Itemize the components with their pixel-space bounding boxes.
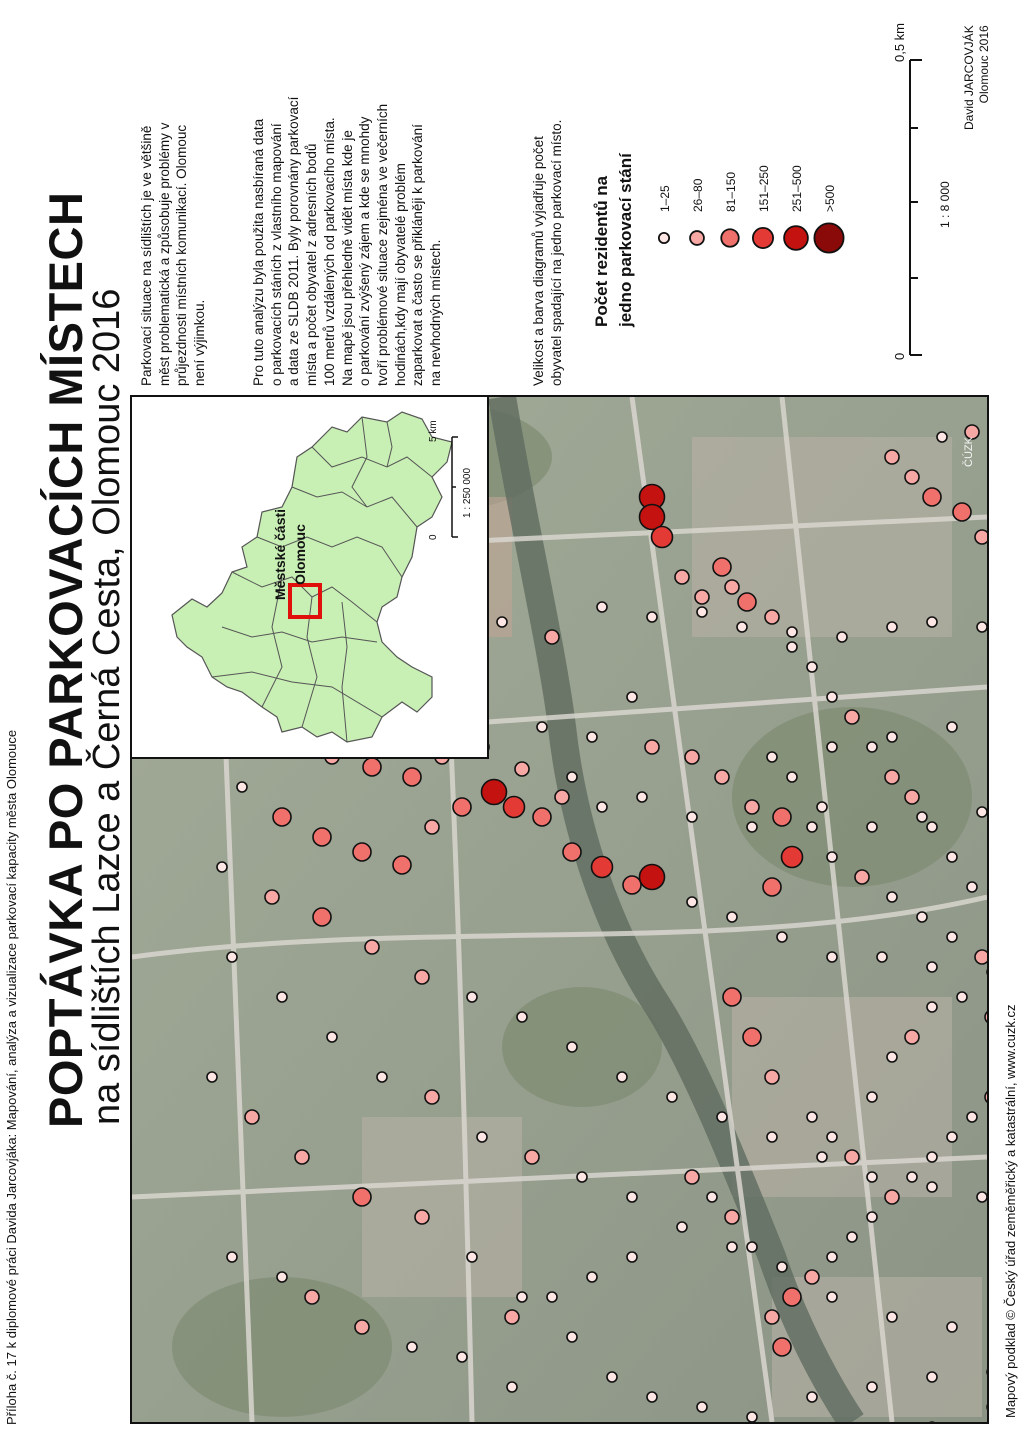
legend-symbol-6	[814, 223, 843, 252]
demand-point[interactable]	[577, 1172, 587, 1182]
demand-point[interactable]	[640, 865, 665, 890]
demand-point[interactable]	[277, 992, 287, 1002]
demand-point[interactable]	[727, 1242, 737, 1252]
demand-point[interactable]	[707, 1192, 717, 1202]
demand-point[interactable]	[765, 1070, 779, 1084]
demand-point[interactable]	[482, 780, 507, 805]
demand-point[interactable]	[517, 1292, 527, 1302]
legend-title	[590, 153, 638, 327]
demand-point[interactable]	[905, 1030, 919, 1044]
legend-label-3: 81–150	[724, 171, 738, 212]
inset-title-line: Městské části	[272, 508, 288, 600]
demand-point[interactable]	[767, 1132, 777, 1142]
demand-point[interactable]	[237, 782, 247, 792]
demand-point[interactable]	[667, 1092, 677, 1102]
demand-point[interactable]	[887, 1052, 897, 1062]
demand-point[interactable]	[645, 740, 659, 754]
demand-point[interactable]	[827, 742, 837, 752]
demand-point[interactable]	[965, 425, 979, 439]
inset-scale-end: 5 km	[428, 420, 439, 442]
page-subtitle: na sídlištích Lazce a Černá Cesta, Olomouc 2016	[86, 288, 128, 1125]
demand-point[interactable]	[640, 505, 665, 530]
demand-point[interactable]	[587, 1272, 597, 1282]
demand-point[interactable]	[415, 1210, 429, 1224]
demand-point[interactable]	[377, 1072, 387, 1082]
demand-point[interactable]	[685, 750, 699, 764]
demand-point[interactable]	[977, 622, 987, 632]
demand-point[interactable]	[687, 812, 697, 822]
demand-point[interactable]	[947, 1322, 957, 1332]
demand-point[interactable]	[567, 1332, 577, 1342]
author-credit	[962, 25, 992, 130]
desc-p3-line: obyvatel spadající na jedno parkovací místo.	[548, 119, 564, 386]
demand-point[interactable]	[867, 1092, 877, 1102]
legend-symbol-2	[690, 231, 704, 245]
demand-point[interactable]	[827, 1252, 837, 1262]
demand-point[interactable]	[975, 530, 987, 544]
demand-point[interactable]	[265, 890, 279, 904]
inset-scale-zero: 0	[428, 534, 439, 540]
demand-point[interactable]	[525, 1150, 539, 1164]
legend-title-line: jedno parkovací stání	[616, 153, 635, 327]
demand-point[interactable]	[877, 952, 887, 962]
legend-title-line: Počet rezidentů na	[592, 175, 611, 327]
legend-symbol-5	[784, 226, 808, 250]
demand-point[interactable]	[907, 1172, 917, 1182]
demand-point[interactable]	[807, 1112, 817, 1122]
demand-point[interactable]	[827, 1292, 837, 1302]
demand-point[interactable]	[867, 1172, 877, 1182]
demand-point[interactable]	[227, 1252, 237, 1262]
demand-point[interactable]	[905, 790, 919, 804]
desc-p1-line: průjezdnosti místních komunikací. Olomouc	[174, 124, 189, 386]
demand-point[interactable]	[782, 847, 803, 868]
legend-symbol-1	[659, 233, 669, 243]
demand-point[interactable]	[737, 622, 747, 632]
demand-point[interactable]	[905, 470, 919, 484]
demand-point[interactable]	[927, 1002, 937, 1012]
desc-p2-line: tvoří problémové situace zejména ve večerních	[374, 103, 390, 386]
demand-point[interactable]	[947, 852, 957, 862]
basemap-credit: Mapový podklad © Český úřad zeměměřický a katastrální, www.cuzk.cz	[1003, 1004, 1018, 1418]
demand-point[interactable]	[807, 822, 817, 832]
demand-point[interactable]	[977, 807, 987, 817]
demand-point[interactable]	[425, 820, 439, 834]
demand-point[interactable]	[592, 857, 613, 878]
demand-point[interactable]	[725, 580, 739, 594]
cuzk-watermark: ČÚZK	[963, 437, 975, 467]
demand-point[interactable]	[743, 1028, 761, 1046]
demand-point[interactable]	[457, 1352, 467, 1362]
desc-p2-line: a data ze SLDB 2011. Byly porovnány parkovací	[286, 96, 302, 386]
demand-point[interactable]	[927, 1152, 937, 1162]
demand-point[interactable]	[827, 692, 837, 702]
demand-point[interactable]	[845, 1150, 859, 1164]
inset-title	[270, 509, 310, 600]
legend-label-1: 1–25	[658, 185, 672, 212]
demand-point[interactable]	[477, 1132, 487, 1142]
demand-point[interactable]	[497, 617, 507, 627]
demand-point[interactable]	[597, 802, 607, 812]
demand-point[interactable]	[647, 1392, 657, 1402]
demand-point[interactable]	[937, 432, 947, 442]
demand-point[interactable]	[783, 1288, 801, 1306]
demand-point[interactable]	[617, 1072, 627, 1082]
legend-label-4: 151–250	[757, 165, 771, 212]
legend-label-5: 251–500	[790, 165, 804, 212]
demand-point[interactable]	[827, 952, 837, 962]
demand-point[interactable]	[227, 952, 237, 962]
demand-point[interactable]	[817, 802, 827, 812]
description-paragraph-2	[250, 97, 445, 386]
demand-point[interactable]	[607, 1372, 617, 1382]
demand-point[interactable]	[805, 1270, 819, 1284]
demand-point[interactable]	[827, 1132, 837, 1142]
demand-point[interactable]	[277, 1272, 287, 1282]
demand-point[interactable]	[767, 752, 777, 762]
scale-label-end: 0,5 km	[892, 22, 907, 62]
demand-point[interactable]	[715, 770, 729, 784]
demand-point[interactable]	[947, 932, 957, 942]
inset-title-line: Olomouc	[292, 524, 308, 585]
demand-point[interactable]	[415, 970, 429, 984]
demand-point[interactable]	[627, 692, 637, 702]
demand-point[interactable]	[627, 1252, 637, 1262]
demand-point[interactable]	[787, 627, 797, 637]
demand-point[interactable]	[313, 908, 331, 926]
demand-point[interactable]	[773, 808, 791, 826]
desc-p2-line: Pro tuto analýzu byla použita nasbíraná data	[251, 118, 266, 386]
demand-point[interactable]	[567, 1042, 577, 1052]
demand-point[interactable]	[217, 862, 227, 872]
demand-point[interactable]	[947, 722, 957, 732]
legend-label-2: 26–80	[691, 178, 705, 212]
desc-p2-line: Na mapě jsou přehledně vidět místa kde je	[339, 130, 355, 386]
demand-point[interactable]	[867, 1212, 877, 1222]
demand-point[interactable]	[787, 772, 797, 782]
inset-scale-ratio: 1 : 250 000	[462, 467, 473, 518]
demand-point[interactable]	[207, 1072, 217, 1082]
demand-point[interactable]	[507, 1382, 517, 1392]
demand-point[interactable]	[887, 892, 897, 902]
desc-p2-line: místa a počet obyvatel z adresních bodů	[304, 143, 320, 386]
demand-point[interactable]	[567, 772, 577, 782]
demand-point[interactable]	[597, 602, 607, 612]
demand-point[interactable]	[407, 1342, 417, 1352]
demand-point[interactable]	[453, 798, 471, 816]
demand-point[interactable]	[738, 593, 756, 611]
demand-point[interactable]	[747, 1412, 757, 1422]
scale-ratio: 1 : 8 000	[938, 181, 952, 228]
demand-point[interactable]	[887, 622, 897, 632]
demand-point[interactable]	[917, 812, 927, 822]
demand-point[interactable]	[777, 932, 787, 942]
demand-point[interactable]	[723, 988, 741, 1006]
desc-p1-line: není výjimkou.	[191, 299, 207, 386]
legend-symbol-4	[753, 228, 773, 248]
demand-point[interactable]	[967, 1112, 977, 1122]
demand-point[interactable]	[713, 558, 731, 576]
page-title: POPTÁVKA PO PARKOVACÍCH MÍSTECH	[39, 191, 92, 1128]
demand-point[interactable]	[725, 1210, 739, 1224]
demand-point[interactable]	[467, 992, 477, 1002]
demand-point[interactable]	[555, 790, 569, 804]
demand-point[interactable]	[887, 1312, 897, 1322]
demand-point[interactable]	[807, 662, 817, 672]
demand-point[interactable]	[787, 642, 797, 652]
demand-point[interactable]	[773, 1338, 791, 1356]
demand-point[interactable]	[305, 1290, 319, 1304]
demand-point[interactable]	[727, 912, 737, 922]
demand-point[interactable]	[467, 1252, 477, 1262]
demand-point[interactable]	[957, 992, 967, 1002]
demand-point[interactable]	[537, 722, 547, 732]
demand-point[interactable]	[327, 1032, 337, 1042]
demand-point[interactable]	[563, 843, 581, 861]
demand-point[interactable]	[927, 822, 937, 832]
description-paragraph-1	[138, 6, 208, 386]
demand-point[interactable]	[817, 1152, 827, 1162]
demand-point[interactable]	[393, 856, 411, 874]
demand-point[interactable]	[717, 1112, 727, 1122]
author-name: David JARCOVJÁK	[962, 25, 976, 130]
desc-p3-line: Velikost a barva diagramů vyjadřuje počet	[531, 136, 546, 386]
desc-p2-line: o parkování zvýšený zájem a kde se mnohdy	[357, 116, 373, 386]
demand-point[interactable]	[353, 1188, 371, 1206]
demand-point[interactable]	[697, 1402, 707, 1412]
legend-label-6: >500	[823, 184, 837, 212]
demand-point[interactable]	[295, 1150, 309, 1164]
demand-point[interactable]	[887, 732, 897, 742]
demand-point[interactable]	[675, 570, 689, 584]
desc-p1-line: měst problematická a způsobuje problémy v	[156, 122, 172, 386]
demand-point[interactable]	[923, 488, 941, 506]
demand-point[interactable]	[855, 870, 869, 884]
demand-point[interactable]	[885, 450, 899, 464]
demand-point[interactable]	[547, 1292, 557, 1302]
demand-point[interactable]	[545, 630, 559, 644]
desc-p1-line: Parkovací situace na sídlištích je ve většině	[139, 125, 154, 386]
demand-point[interactable]	[637, 792, 647, 802]
demand-point[interactable]	[647, 612, 657, 622]
place-year: Olomouc 2016	[977, 25, 991, 104]
demand-point[interactable]	[885, 770, 899, 784]
desc-p2-line: hodinách,kdy mají obyvatelé problém	[392, 163, 408, 386]
demand-point[interactable]	[927, 1182, 937, 1192]
demand-point[interactable]	[515, 762, 529, 776]
demand-point[interactable]	[917, 912, 927, 922]
demand-point[interactable]	[747, 822, 757, 832]
demand-point[interactable]	[977, 1192, 987, 1202]
demand-point[interactable]	[837, 632, 847, 642]
demand-point[interactable]	[927, 617, 937, 627]
demand-point[interactable]	[747, 1242, 757, 1252]
demand-point[interactable]	[867, 742, 877, 752]
demand-point[interactable]	[763, 878, 781, 896]
scale-bar	[880, 40, 940, 370]
demand-point[interactable]	[652, 527, 673, 548]
demand-point[interactable]	[355, 1320, 369, 1334]
legend-symbol-3	[721, 229, 739, 247]
demand-point[interactable]	[677, 1222, 687, 1232]
demand-point[interactable]	[505, 1310, 519, 1324]
demand-point[interactable]	[927, 1372, 937, 1382]
demand-point[interactable]	[845, 710, 859, 724]
demand-point[interactable]	[927, 962, 937, 972]
demand-point[interactable]	[504, 797, 525, 818]
desc-p2-line: zaparkovat a často se přikláněji k parkování	[410, 124, 426, 386]
demand-point[interactable]	[947, 1132, 957, 1142]
demand-point[interactable]	[967, 882, 977, 892]
demand-point[interactable]	[273, 808, 291, 826]
demand-point[interactable]	[697, 607, 707, 617]
demand-point[interactable]	[587, 732, 597, 742]
demand-point[interactable]	[517, 1012, 527, 1022]
desc-p2-line: o parkovacích stáních z vlastního mapování	[268, 123, 284, 386]
desc-p2-line: na nevhodných místech.	[428, 239, 444, 386]
demand-point[interactable]	[313, 828, 331, 846]
demand-point[interactable]	[953, 503, 971, 521]
demand-point[interactable]	[403, 768, 421, 786]
demand-point[interactable]	[363, 758, 381, 776]
demand-point[interactable]	[765, 1310, 779, 1324]
desc-p2-line: 100 metrů vzdálených od parkovacího místa.	[321, 117, 337, 386]
demand-point[interactable]	[685, 1170, 699, 1184]
demand-point[interactable]	[533, 808, 551, 826]
demand-point[interactable]	[847, 1232, 857, 1242]
demand-point[interactable]	[885, 1190, 899, 1204]
demand-point[interactable]	[623, 876, 641, 894]
legend-symbols	[650, 150, 860, 260]
demand-point[interactable]	[627, 1192, 637, 1202]
demand-point[interactable]	[827, 852, 837, 862]
demand-point[interactable]	[745, 800, 759, 814]
demand-point[interactable]	[245, 1110, 259, 1124]
demand-point[interactable]	[425, 1090, 439, 1104]
demand-point[interactable]	[867, 1382, 877, 1392]
demand-point[interactable]	[353, 843, 371, 861]
demand-point[interactable]	[777, 1262, 787, 1272]
demand-point[interactable]	[365, 940, 379, 954]
demand-point[interactable]	[687, 897, 697, 907]
demand-point[interactable]	[807, 1392, 817, 1402]
description-paragraph-3	[530, 120, 565, 386]
demand-point[interactable]	[975, 950, 987, 964]
attachment-note: Příloha č. 17 k diplomové práci Davida Jarcovjáka: Mapování, analýza a vizualizace parkovací kapacity města Olomouce	[4, 729, 19, 1425]
demand-point[interactable]	[867, 822, 877, 832]
scale-label-zero: 0	[892, 352, 907, 360]
demand-point[interactable]	[765, 610, 779, 624]
demand-point[interactable]	[695, 590, 709, 604]
